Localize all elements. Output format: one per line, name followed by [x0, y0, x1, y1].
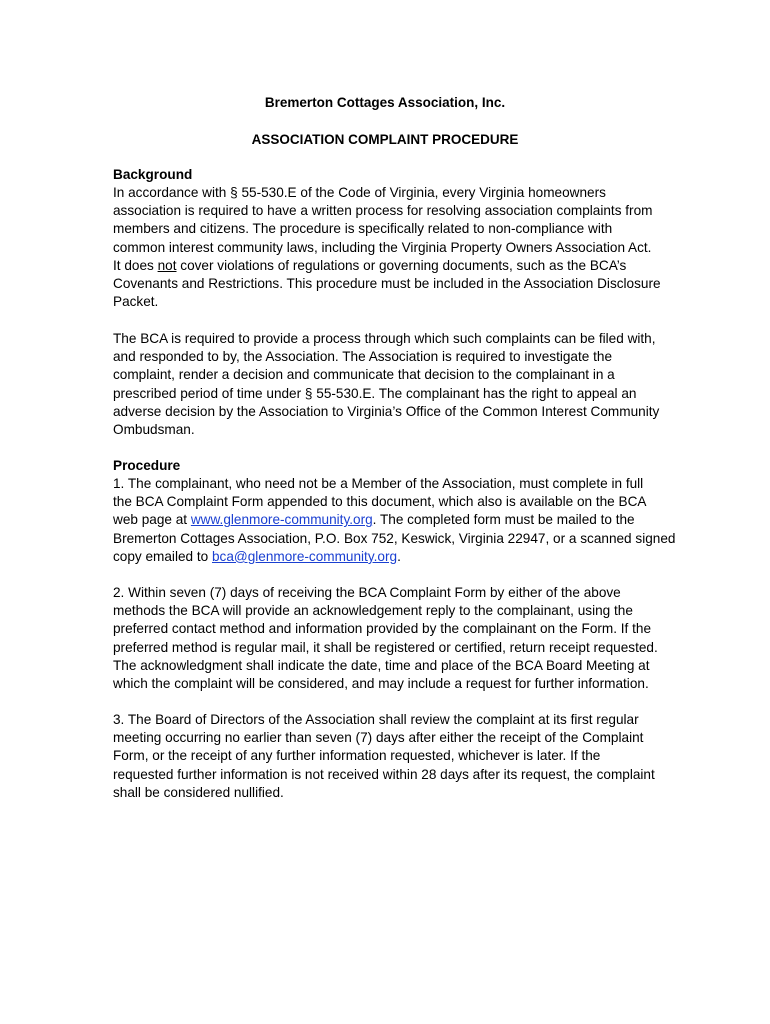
background-paragraph-2	[113, 330, 673, 439]
text-line: prescribed period of time under § 55-530.E. The complainant has the right to appeal an	[113, 385, 637, 401]
procedure-step-1	[113, 475, 676, 566]
text-segment: cover violations of regulations or governing documents, such as the BCA’s	[176, 257, 627, 273]
text-line: the BCA Complaint Form appended to this document, which also is available on the BCA	[113, 494, 647, 510]
text-segment: .	[397, 548, 401, 564]
text-line: association is required to have a written process for resolving association complaints from	[113, 203, 653, 219]
text-line: preferred contact method and information provided by the complainant on the Form. If the	[113, 621, 652, 637]
text-line: shall be considered nullified.	[113, 784, 284, 800]
email-link[interactable]: bca@glenmore-community.org	[212, 548, 398, 564]
text-line: The acknowledgment shall indicate the date, time and place of the BCA Board Meeting at	[113, 657, 650, 673]
text-line	[113, 548, 673, 566]
website-link[interactable]: www.glenmore-community.org	[190, 512, 373, 528]
procedure-step-2	[113, 584, 673, 693]
text-line: meeting occurring no earlier than seven (7) days after either the receipt of the Complaint	[113, 730, 644, 746]
text-line: 2. Within seven (7) days of receiving the BCA Complaint Form by either of the above	[113, 585, 621, 600]
text-line: Packet.	[113, 294, 159, 310]
text-line: Ombudsman.	[113, 422, 195, 438]
text-segment: . The completed form must be mailed to the	[372, 512, 635, 528]
procedure-heading: Procedure	[113, 458, 181, 473]
text-line: requested further information is not received within 28 days after its request, the complaint	[113, 766, 655, 782]
text-segment: web page at	[113, 512, 191, 528]
text-line: complaint, render a decision and communicate that decision to the complainant in a	[113, 367, 615, 383]
text-line: common interest community laws, including the Virginia Property Owners Association Act.	[113, 239, 652, 255]
text-line: Covenants and Restrictions. This procedure must be included in the Association Disclosure	[113, 276, 661, 292]
text-line: In accordance with § 55-530.E of the Code of Virginia, every Virginia homeowners	[113, 185, 606, 200]
background-paragraph-1	[113, 184, 673, 311]
text-line: and responded to by, the Association. The Association is required to investigate the	[113, 349, 613, 365]
text-line	[113, 511, 673, 529]
text-line: methods the BCA will provide an acknowledgement reply to the complainant, using the	[113, 603, 633, 619]
text-segment: copy emailed to	[113, 548, 212, 564]
organization-name: Bremerton Cottages Association, Inc.	[264, 95, 506, 110]
text-line: The BCA is required to provide a process through which such complaints can be filed with,	[113, 331, 656, 346]
text-segment: It does	[113, 257, 158, 273]
text-line: Bremerton Cottages Association, P.O. Box 752, Keswick, Virginia 22947, or a scanned signed	[113, 530, 676, 546]
text-line: Form, or the receipt of any further information requested, whichever is later. If the	[113, 748, 601, 764]
text-line: 3. The Board of Directors of the Association shall review the complaint at its first regular	[113, 712, 639, 727]
text-line: 1. The complainant, who need not be a Member of the Association, must complete in full	[113, 476, 644, 491]
text-line: which the complaint will be considered, and may include a request for further information.	[113, 676, 649, 692]
text-line: adverse decision by the Association to Virginia’s Office of the Common Interest Community	[113, 403, 660, 419]
underlined-not: not	[157, 257, 177, 273]
document-title: ASSOCIATION COMPLAINT PROCEDURE	[251, 132, 519, 147]
text-line: members and citizens. The procedure is specifically related to non-compliance with	[113, 221, 613, 237]
procedure-step-3	[113, 711, 673, 802]
text-line	[113, 257, 673, 275]
text-line: preferred method is regular mail, it shall be registered or certified, return receipt requested.	[113, 639, 658, 655]
background-heading: Background	[113, 167, 193, 182]
